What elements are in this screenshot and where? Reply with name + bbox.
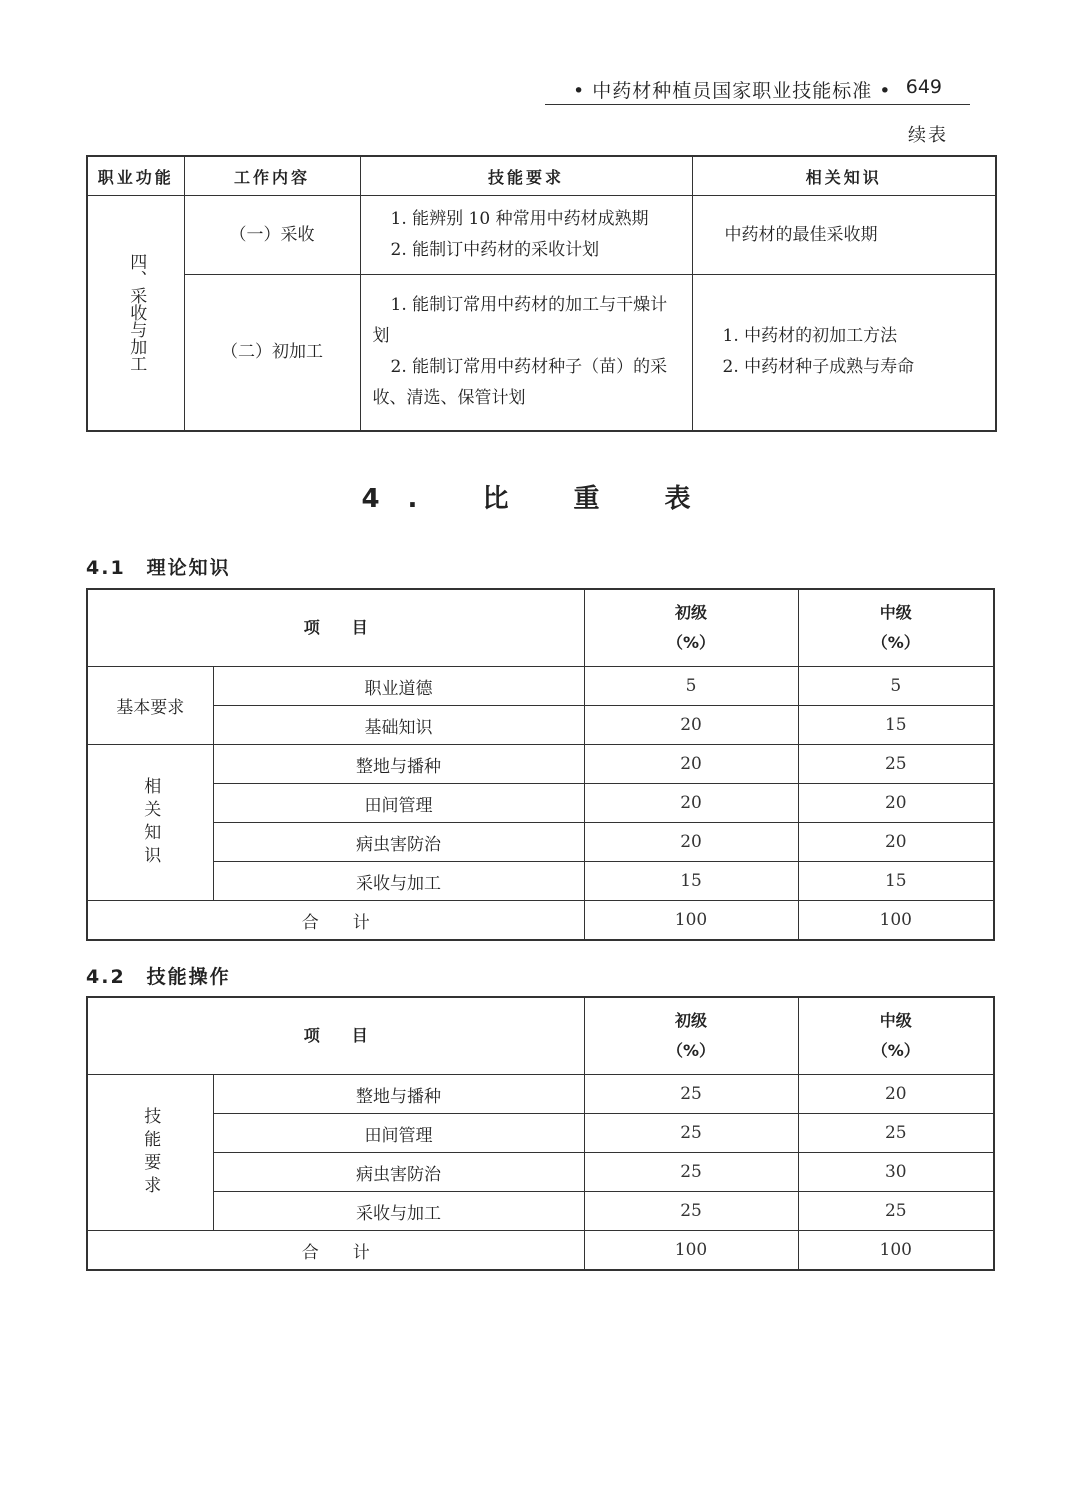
table-row bbox=[87, 1114, 994, 1153]
total-junior: 100 bbox=[584, 901, 798, 941]
middle-value: 20 bbox=[798, 784, 994, 823]
total-junior: 100 bbox=[584, 1231, 798, 1271]
skill-item: 1. 能制订常用中药材的加工与干燥计划 bbox=[372, 295, 668, 347]
table-row bbox=[87, 275, 996, 431]
skills-cell bbox=[360, 196, 692, 275]
group-cell-skill bbox=[87, 1075, 213, 1231]
group-label: 相关知识 bbox=[140, 776, 161, 869]
knowledge-cell bbox=[692, 275, 996, 431]
table-header-row bbox=[87, 156, 996, 196]
group-cell-basic: 基本要求 bbox=[87, 667, 213, 745]
total-label: 合 计 bbox=[87, 1231, 584, 1271]
total-label: 合 计 bbox=[87, 901, 584, 941]
junior-value: 25 bbox=[584, 1153, 798, 1192]
middle-value: 25 bbox=[798, 1114, 994, 1153]
running-header bbox=[545, 74, 970, 105]
col-header-item: 项 目 bbox=[87, 997, 584, 1075]
table-row bbox=[87, 1075, 994, 1114]
item-name: 采收与加工 bbox=[213, 862, 584, 901]
knowledge-item: 中药材的最佳采收期 bbox=[724, 224, 878, 245]
function-cell bbox=[87, 196, 184, 431]
item-name: 田间管理 bbox=[213, 784, 584, 823]
content-cell: （一）采收 bbox=[184, 196, 360, 275]
item-name: 基础知识 bbox=[213, 706, 584, 745]
junior-value: 25 bbox=[584, 1114, 798, 1153]
table-row bbox=[87, 1153, 994, 1192]
table-row bbox=[87, 745, 994, 784]
skill-item: 2. 能制订常用中药材种子（苗）的采收、清选、保管计划 bbox=[372, 357, 668, 409]
middle-value: 30 bbox=[798, 1153, 994, 1192]
table-row bbox=[87, 1192, 994, 1231]
table-row bbox=[87, 862, 994, 901]
junior-value: 20 bbox=[584, 823, 798, 862]
col-header-skills: 技能要求 bbox=[360, 156, 692, 196]
skills-weight-table bbox=[86, 996, 995, 1271]
table-row bbox=[87, 706, 994, 745]
skills-cell bbox=[360, 275, 692, 431]
col-header-middle bbox=[798, 997, 994, 1075]
junior-value: 15 bbox=[584, 862, 798, 901]
junior-value: 5 bbox=[584, 667, 798, 706]
middle-value: 25 bbox=[798, 1192, 994, 1231]
total-row bbox=[87, 901, 994, 941]
col-header-function: 职业功能 bbox=[87, 156, 184, 196]
item-name: 病虫害防治 bbox=[213, 1153, 584, 1192]
middle-value: 15 bbox=[798, 862, 994, 901]
junior-value: 20 bbox=[584, 784, 798, 823]
col-header-knowledge: 相关知识 bbox=[692, 156, 996, 196]
running-header-title: • 中药材种植员国家职业技能标准 • bbox=[573, 80, 892, 102]
theory-weight-table bbox=[86, 588, 995, 941]
group-label: 技能要求 bbox=[140, 1106, 161, 1199]
group-cell-related bbox=[87, 745, 213, 901]
skills-standard-table bbox=[86, 155, 997, 432]
col-header-content: 工作内容 bbox=[184, 156, 360, 196]
total-middle: 100 bbox=[798, 901, 994, 941]
function-label: 四、采收与加工 bbox=[126, 253, 147, 373]
section-title: 4. 比 重 表 bbox=[361, 484, 719, 514]
unit-label: （%） bbox=[871, 1041, 920, 1060]
theory-heading: 4.1 理论知识 bbox=[86, 557, 231, 579]
table-row bbox=[87, 667, 994, 706]
junior-label: 初级 bbox=[675, 1011, 708, 1030]
col-header-junior bbox=[584, 997, 798, 1075]
continued-label: 续表 bbox=[908, 125, 948, 146]
table-header-row bbox=[87, 997, 994, 1075]
skill-item: 1. 能辨别 10 种常用中药材成熟期 bbox=[390, 209, 649, 229]
total-middle: 100 bbox=[798, 1231, 994, 1271]
unit-label: （%） bbox=[871, 633, 920, 652]
item-name: 整地与播种 bbox=[213, 745, 584, 784]
item-name: 田间管理 bbox=[213, 1114, 584, 1153]
junior-label: 初级 bbox=[675, 603, 708, 622]
middle-value: 20 bbox=[798, 823, 994, 862]
table-header-row bbox=[87, 589, 994, 667]
junior-value: 20 bbox=[584, 745, 798, 784]
item-name: 整地与播种 bbox=[213, 1075, 584, 1114]
unit-label: （%） bbox=[666, 633, 716, 652]
item-name: 职业道德 bbox=[213, 667, 584, 706]
item-name: 病虫害防治 bbox=[213, 823, 584, 862]
skill-item: 2. 能制订中药材的采收计划 bbox=[390, 240, 600, 260]
item-name: 采收与加工 bbox=[213, 1192, 584, 1231]
junior-value: 20 bbox=[584, 706, 798, 745]
middle-label: 中级 bbox=[879, 1011, 912, 1030]
knowledge-item: 2. 中药材种子成熟与寿命 bbox=[722, 357, 915, 378]
table-row bbox=[87, 196, 996, 275]
junior-value: 25 bbox=[584, 1075, 798, 1114]
middle-label: 中级 bbox=[879, 603, 912, 622]
content-cell: （二）初加工 bbox=[184, 275, 360, 431]
page-number: 649 bbox=[905, 76, 942, 98]
col-header-item: 项 目 bbox=[87, 589, 584, 667]
unit-label: （%） bbox=[666, 1041, 716, 1060]
middle-value: 15 bbox=[798, 706, 994, 745]
knowledge-cell bbox=[692, 196, 996, 275]
middle-value: 25 bbox=[798, 745, 994, 784]
table-row bbox=[87, 823, 994, 862]
skills-heading: 4.2 技能操作 bbox=[86, 966, 231, 988]
middle-value: 20 bbox=[798, 1075, 994, 1114]
total-row bbox=[87, 1231, 994, 1271]
middle-value: 5 bbox=[798, 667, 994, 706]
col-header-middle bbox=[798, 589, 994, 667]
knowledge-item: 1. 中药材的初加工方法 bbox=[722, 326, 898, 347]
col-header-junior bbox=[584, 589, 798, 667]
table-row bbox=[87, 784, 994, 823]
junior-value: 25 bbox=[584, 1192, 798, 1231]
